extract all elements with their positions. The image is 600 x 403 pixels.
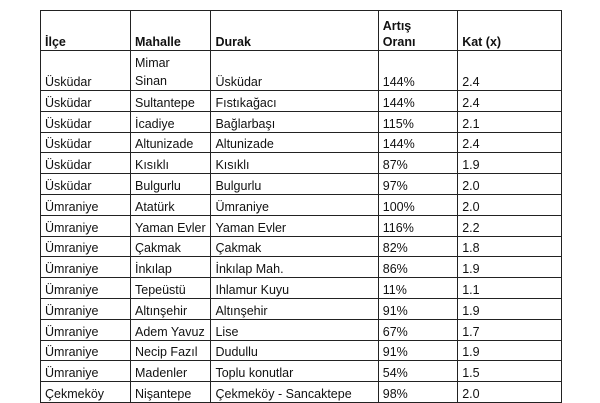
cell-ilce: Üsküdar	[41, 132, 131, 153]
cell-durak: Kısıklı	[211, 153, 378, 174]
header-artis-line1: Artış	[382, 19, 412, 33]
table-row	[41, 236, 562, 257]
cell-kat: 2.0	[458, 174, 562, 195]
cell-kat: 1.5	[458, 361, 562, 382]
table-row	[41, 51, 562, 91]
cell-kat: 2.4	[458, 132, 562, 153]
cell-durak: Altunizade	[211, 132, 378, 153]
cell-durak: Fıstıkağacı	[211, 91, 378, 112]
table-row	[41, 319, 562, 340]
table-row	[41, 278, 562, 299]
cell-durak: Yaman Evler	[211, 215, 378, 236]
header-durak: Durak	[211, 11, 378, 51]
cell-durak: Çekmeköy - Sancaktepe	[211, 382, 378, 403]
table-row	[41, 132, 562, 153]
table-row	[41, 298, 562, 319]
header-artis-line2: Oranı	[382, 35, 416, 49]
cell-kat: 1.9	[458, 153, 562, 174]
cell-durak: Bulgurlu	[211, 174, 378, 195]
cell-mahalle: Adem Yavuz	[131, 319, 211, 340]
table-row	[41, 153, 562, 174]
cell-artis: 82%	[378, 236, 457, 257]
table-row	[41, 340, 562, 361]
cell-kat: 1.7	[458, 319, 562, 340]
cell-artis: 144%	[378, 132, 457, 153]
cell-ilce: Ümraniye	[41, 257, 131, 278]
cell-kat: 2.0	[458, 194, 562, 215]
cell-mahalle: İcadiye	[131, 111, 211, 132]
cell-ilce: Üsküdar	[41, 91, 131, 112]
cell-artis: 115%	[378, 111, 457, 132]
cell-mahalle: Bulgurlu	[131, 174, 211, 195]
cell-mahalle: Atatürk	[131, 194, 211, 215]
cell-mahalle: Tepeüstü	[131, 278, 211, 299]
cell-ilce: Ümraniye	[41, 215, 131, 236]
cell-durak: Üsküdar	[211, 51, 378, 91]
header-artis-orani	[378, 11, 457, 51]
cell-kat: 2.2	[458, 215, 562, 236]
cell-artis: 91%	[378, 298, 457, 319]
cell-ilce: Ümraniye	[41, 298, 131, 319]
cell-mahalle: Sultantepe	[131, 91, 211, 112]
cell-durak: Altınşehir	[211, 298, 378, 319]
cell-mahalle: Necip Fazıl	[131, 340, 211, 361]
cell-mahalle: Altınşehir	[131, 298, 211, 319]
cell-kat: 2.4	[458, 91, 562, 112]
data-table	[40, 10, 562, 403]
cell-durak: Toplu konutlar	[211, 361, 378, 382]
cell-durak: Bağlarbaşı	[211, 111, 378, 132]
cell-mahalle: Nişantepe	[131, 382, 211, 403]
cell-kat: 1.8	[458, 236, 562, 257]
cell-artis: 11%	[378, 278, 457, 299]
table-row	[41, 257, 562, 278]
cell-artis: 97%	[378, 174, 457, 195]
cell-artis: 54%	[378, 361, 457, 382]
cell-mahalle: Altunizade	[131, 132, 211, 153]
table-row	[41, 91, 562, 112]
cell-artis: 98%	[378, 382, 457, 403]
cell-mahalle-line2: Sinan	[135, 74, 167, 88]
cell-durak: Çakmak	[211, 236, 378, 257]
data-table-container	[40, 10, 562, 403]
cell-ilce: Üsküdar	[41, 174, 131, 195]
cell-durak: Ümraniye	[211, 194, 378, 215]
cell-ilce: Ümraniye	[41, 194, 131, 215]
cell-mahalle: Çakmak	[131, 236, 211, 257]
cell-ilce: Üsküdar	[41, 153, 131, 174]
cell-durak: Ihlamur Kuyu	[211, 278, 378, 299]
cell-ilce: Üsküdar	[41, 111, 131, 132]
cell-kat: 1.9	[458, 298, 562, 319]
cell-durak: İnkılap Mah.	[211, 257, 378, 278]
cell-ilce: Ümraniye	[41, 361, 131, 382]
cell-ilce: Ümraniye	[41, 278, 131, 299]
cell-ilce: Ümraniye	[41, 340, 131, 361]
cell-durak: Dudullu	[211, 340, 378, 361]
cell-mahalle-line1: Mimar	[135, 56, 170, 70]
table-row	[41, 382, 562, 403]
header-kat: Kat (x)	[458, 11, 562, 51]
table-row	[41, 111, 562, 132]
cell-kat: 2.4	[458, 51, 562, 91]
header-row	[41, 11, 562, 51]
cell-kat: 1.1	[458, 278, 562, 299]
cell-artis: 87%	[378, 153, 457, 174]
cell-mahalle: Madenler	[131, 361, 211, 382]
cell-artis: 67%	[378, 319, 457, 340]
cell-kat: 1.9	[458, 340, 562, 361]
table-row	[41, 361, 562, 382]
header-ilce: İlçe	[41, 11, 131, 51]
table-row	[41, 194, 562, 215]
cell-artis: 100%	[378, 194, 457, 215]
cell-artis: 144%	[378, 51, 457, 91]
cell-mahalle: Kısıklı	[131, 153, 211, 174]
cell-artis: 144%	[378, 91, 457, 112]
cell-ilce: Ümraniye	[41, 319, 131, 340]
cell-artis: 91%	[378, 340, 457, 361]
cell-ilce: Çekmeköy	[41, 382, 131, 403]
cell-ilce: Üsküdar	[41, 51, 131, 91]
cell-kat: 2.0	[458, 382, 562, 403]
cell-ilce: Ümraniye	[41, 236, 131, 257]
table-row	[41, 174, 562, 195]
header-mahalle: Mahalle	[131, 11, 211, 51]
cell-kat: 2.1	[458, 111, 562, 132]
cell-mahalle: İnkılap	[131, 257, 211, 278]
cell-mahalle	[131, 51, 211, 91]
table-row	[41, 215, 562, 236]
cell-artis: 116%	[378, 215, 457, 236]
cell-kat: 1.9	[458, 257, 562, 278]
cell-durak: Lise	[211, 319, 378, 340]
cell-artis: 86%	[378, 257, 457, 278]
cell-mahalle: Yaman Evler	[131, 215, 211, 236]
